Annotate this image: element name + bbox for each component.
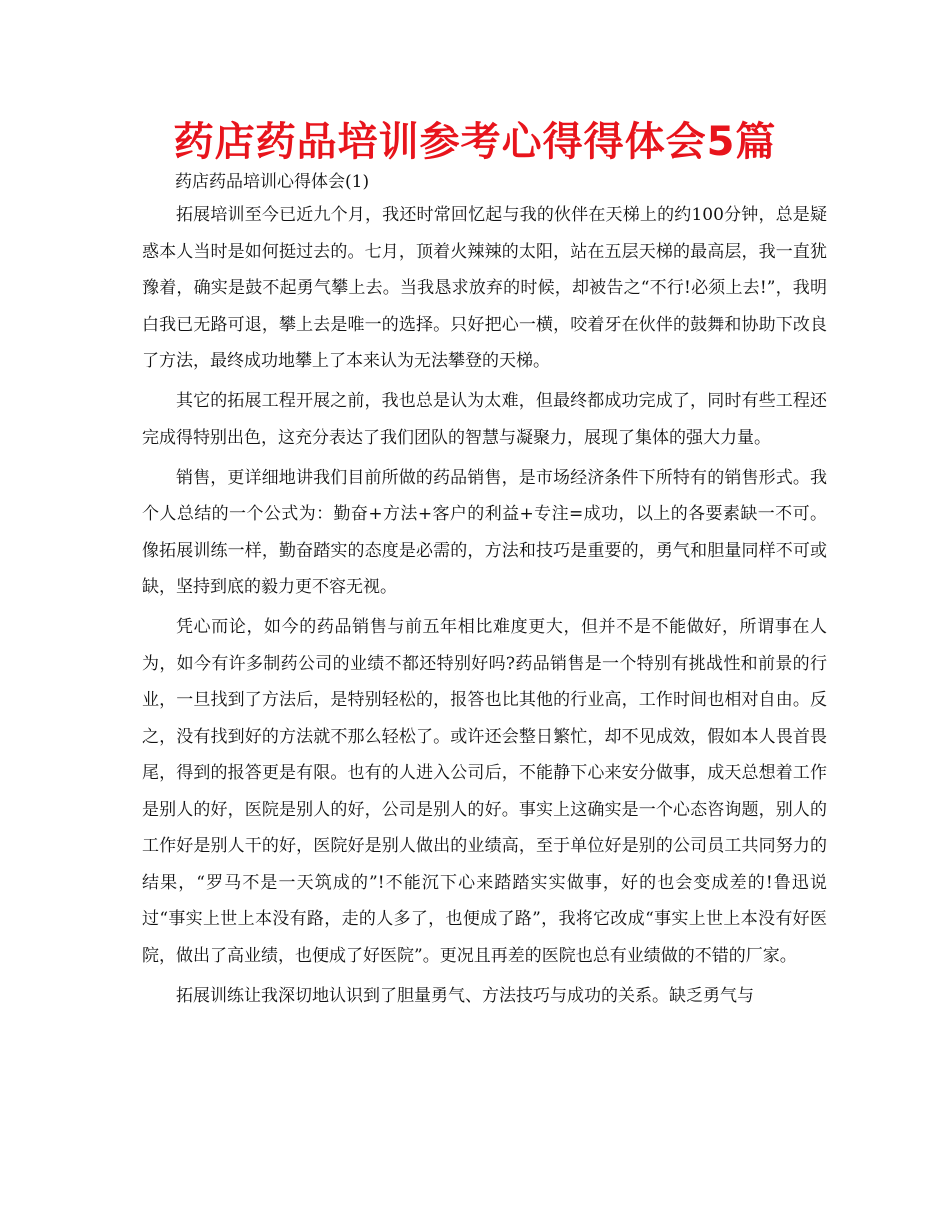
- document-body: [142, 197, 827, 1018]
- paragraph: 拓展培训至今已近九个月，我还时常回忆起与我的伙伴在天梯上的约100分钟，总是疑惑本人当时是如何挺过去的。七月，顶着火辣辣的太阳，站在五层天梯的最高层，我一直犹豫着，确实是鼓不起勇气攀上去。当我恳求放弃的时候，却被告之“不行!必须上去!”，我明白我已无路可退，攀上去是唯一的选择。只好把心一横，咬着牙在伙伴的鼓舞和协助下改良了方法，最终成功地攀上了本来认为无法攀登的天梯。: [142, 205, 827, 371]
- paragraph: 销售，更详细地讲我们目前所做的药品销售，是市场经济条件下所特有的销售形式。我个人总结的一个公式为：勤奋+方法+客户的利益+专注=成功，以上的各要素缺一不可。像拓展训练一样，勤奋踏实的态度是必需的，方法和技巧是重要的，勇气和胆量同样不可或缺，坚持到底的毅力更不容无视。: [142, 467, 827, 597]
- document-title: 药店药品培训参考心得得体会5篇: [173, 119, 777, 165]
- paragraph: 凭心而论，如今的药品销售与前五年相比难度更大，但并不是不能做好，所谓事在人为，如今有许多制药公司的业绩不都还特别好吗?药品销售是一个特别有挑战性和前景的行业，一旦找到了方法后，是特别轻松的，报答也比其他的行业高，工作时间也相对自由。反之，没有找到好的方法就不那么轻松了。或许还会整日繁忙，却不见成效，假如本人畏首畏尾，得到的报答更是有限。也有的人进入公司后，不能静下心来安分做事，成天总想着工作是别人的好，医院是别人的好，公司是别人的好。事实上这确实是一个心态咨询题，别人的工作好是别人干的好，医院好是别人做出的业绩高，至于单位好是别的公司员工共同努力的结果，“罗马不是一天筑成的”!不能沉下心来踏踏实实做事，好的也会变成差的!鲁迅说过“事实上世上本没有路，走的人多了，也便成了路”，我将它改成“事实上世上本没有好医院，做出了高业绩，也便成了好医院”。更况且再差的医院也总有业绩做的不错的厂家。: [142, 617, 827, 966]
- paragraph: 拓展训练让我深切地认识到了胆量勇气、方法技巧与成功的关系。缺乏勇气与: [176, 985, 754, 1006]
- document-subtitle: 药店药品培训心得体会(1): [175, 172, 370, 192]
- paragraph: 其它的拓展工程开展之前，我也总是认为太难，但最终都成功完成了，同时有些工程还完成得特别出色，这充分表达了我们团队的智慧与凝聚力，展现了集体的强大力量。: [142, 391, 827, 448]
